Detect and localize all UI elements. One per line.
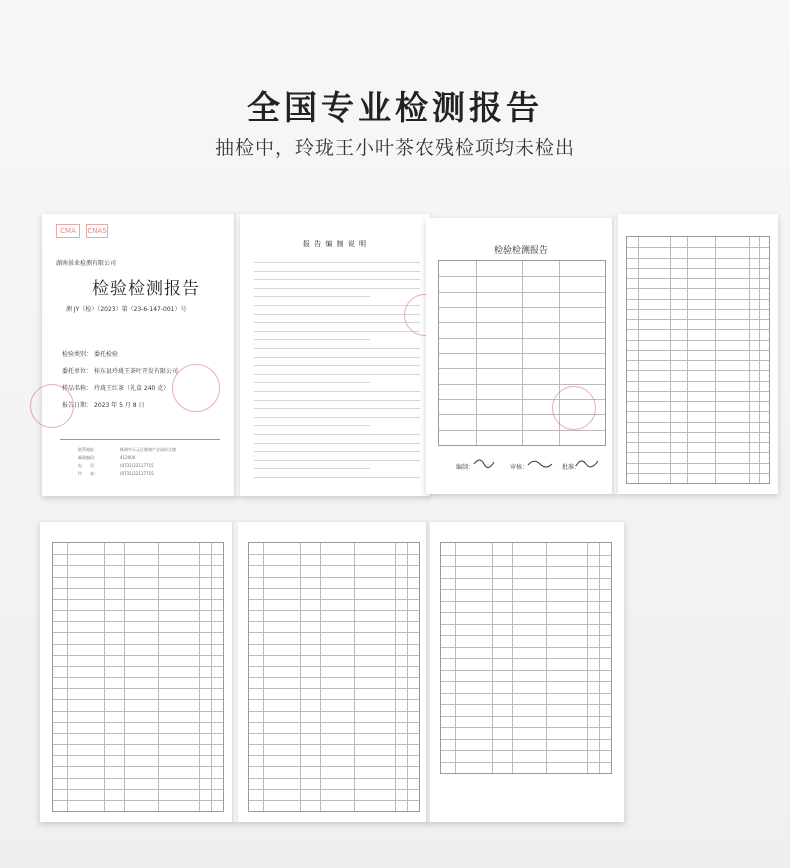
table-row-line: [627, 247, 769, 248]
table-column-line: [512, 543, 513, 773]
text-line: [254, 314, 420, 315]
table-row-line: [249, 699, 419, 700]
report-title: 检验检测报告: [92, 279, 200, 299]
table-row-line: [249, 565, 419, 566]
text-line: [254, 400, 420, 401]
table-row-line: [627, 432, 769, 433]
report-detail-page: [430, 522, 624, 822]
table-row-line: [249, 610, 419, 611]
cma-logo-icon: CMA: [56, 224, 80, 238]
table-row-line: [249, 800, 419, 801]
table-column-line: [354, 543, 355, 811]
table-column-line: [522, 261, 523, 445]
cover-field-sample: 样品名称： 玲珑王红茶（礼盒 240 克）: [62, 385, 170, 392]
table-row-line: [53, 722, 223, 723]
table-row-line: [249, 677, 419, 678]
table-row-line: [249, 711, 419, 712]
report-summary-page: [426, 218, 616, 494]
signer-compile: 编制：: [456, 464, 475, 471]
footer-fax: (0731)22117715: [120, 471, 154, 476]
table-row-line: [627, 350, 769, 351]
table-row-line: [627, 309, 769, 310]
footer-key: 联系地址：: [78, 447, 98, 452]
table-column-line: [300, 543, 301, 811]
detail-table: [626, 236, 770, 484]
table-column-line: [104, 543, 105, 811]
table-row-line: [53, 699, 223, 700]
table-row-line: [249, 588, 419, 589]
table-row-line: [627, 370, 769, 371]
table-column-line: [638, 237, 639, 483]
table-column-line: [687, 237, 688, 483]
text-line: [254, 331, 420, 332]
table-row-line: [249, 655, 419, 656]
cover-field-client: 委托单位： 桂东县玲珑王茶叶开发有限公司: [62, 368, 179, 375]
table-row-line: [627, 268, 769, 269]
text-line: [254, 443, 420, 444]
text-line: [254, 357, 420, 358]
table-column-line: [158, 543, 159, 811]
table-row-line: [249, 744, 419, 745]
footer-address: 株洲市天元区健康产业园综合楼: [120, 447, 176, 452]
text-line: [254, 262, 420, 263]
footer-key: 电 话：: [78, 463, 98, 468]
detail-table: [440, 542, 612, 774]
table-column-line: [395, 543, 396, 811]
table-column-line: [599, 543, 600, 773]
red-seal-stamp: [172, 364, 220, 412]
table-row-line: [627, 288, 769, 289]
table-column-line: [587, 543, 588, 773]
table-column-line: [124, 543, 125, 811]
table-row-line: [441, 704, 611, 705]
table-row-line: [53, 554, 223, 555]
page-subtitle: 抽检中，玲珑王小叶茶农残检项均未检出: [214, 137, 575, 159]
footer-key: 邮政编码：: [78, 455, 98, 460]
text-line: [254, 468, 370, 469]
table-row-line: [441, 566, 611, 567]
table-row-line: [441, 612, 611, 613]
table-row-line: [627, 360, 769, 361]
table-column-line: [759, 237, 760, 483]
detail-table: [248, 542, 420, 812]
table-row-line: [53, 599, 223, 600]
table-row-line: [53, 755, 223, 756]
table-row-line: [627, 442, 769, 443]
table-row-line: [627, 381, 769, 382]
table-row-line: [441, 670, 611, 671]
table-row-line: [53, 644, 223, 645]
table-row-line: [53, 610, 223, 611]
table-row-line: [441, 681, 611, 682]
table-row-line: [249, 766, 419, 767]
signer-approve: 批准：: [562, 464, 581, 471]
table-row-line: [627, 258, 769, 259]
text-line: [254, 408, 420, 409]
table-column-line: [320, 543, 321, 811]
text-line: [254, 417, 420, 418]
detail-table: [52, 542, 224, 812]
table-row-line: [627, 329, 769, 330]
table-row-line: [627, 340, 769, 341]
table-row-line: [53, 688, 223, 689]
table-row-line: [53, 766, 223, 767]
table-row-line: [441, 716, 611, 717]
text-line: [254, 460, 420, 461]
cover-field-date: 报告日期： 2023 年 5 月 8 日: [62, 402, 145, 409]
table-row-line: [249, 722, 419, 723]
text-line: [254, 305, 420, 306]
table-row-line: [249, 778, 419, 779]
table-row-line: [441, 762, 611, 763]
table-row-line: [627, 299, 769, 300]
table-row-line: [627, 391, 769, 392]
table-row-line: [627, 401, 769, 402]
table-column-line: [670, 237, 671, 483]
declaration-title: 报 告 编 制 说 明: [302, 240, 368, 248]
red-seal-stamp: [30, 384, 74, 428]
table-column-line: [67, 543, 68, 811]
cover-field-category: 检验类别： 委托检验: [62, 351, 119, 358]
table-row-line: [441, 555, 611, 556]
table-row-line: [441, 693, 611, 694]
summary-title: 检验检测报告: [493, 246, 548, 256]
signer-review: 审核：: [510, 464, 529, 471]
text-line: [254, 365, 420, 366]
table-row-line: [249, 577, 419, 578]
report-detail-page: [618, 214, 778, 494]
table-column-line: [492, 543, 493, 773]
table-row-line: [249, 733, 419, 734]
text-line: [254, 382, 370, 383]
text-line: [254, 279, 420, 280]
footer-key: 传 真：: [78, 471, 98, 476]
table-row-line: [249, 789, 419, 790]
table-row-line: [441, 589, 611, 590]
text-line: [254, 477, 420, 478]
report-detail-page: [238, 522, 430, 822]
table-row-line: [53, 711, 223, 712]
table-row-line: [627, 452, 769, 453]
text-line: [254, 434, 420, 435]
text-line: [254, 374, 420, 375]
table-row-line: [441, 601, 611, 602]
table-row-line: [627, 463, 769, 464]
table-column-line: [199, 543, 200, 811]
report-cover-page: [42, 214, 238, 496]
table-row-line: [627, 278, 769, 279]
handwritten-signatures: [472, 456, 602, 470]
table-row-line: [441, 750, 611, 751]
red-seal-stamp: [552, 386, 596, 430]
table-row-line: [441, 624, 611, 625]
table-column-line: [211, 543, 212, 811]
page-title: 全国专业检测报告: [247, 88, 543, 127]
table-row-line: [53, 632, 223, 633]
table-row-line: [53, 655, 223, 656]
table-row-line: [53, 565, 223, 566]
table-row-line: [53, 733, 223, 734]
table-row-line: [441, 727, 611, 728]
table-row-line: [53, 621, 223, 622]
table-row-line: [53, 577, 223, 578]
text-line: [254, 348, 420, 349]
cnas-logo-icon: CNAS: [86, 224, 108, 238]
table-row-line: [627, 473, 769, 474]
text-line: [254, 271, 420, 272]
text-line: [254, 339, 370, 340]
text-line: [254, 391, 420, 392]
table-row-line: [441, 578, 611, 579]
table-row-line: [249, 666, 419, 667]
divider: [60, 439, 220, 440]
table-row-line: [53, 789, 223, 790]
lab-name: 湖南景业检测有限公司: [56, 260, 117, 267]
table-row-line: [53, 666, 223, 667]
table-column-line: [263, 543, 264, 811]
table-column-line: [455, 543, 456, 773]
table-column-line: [546, 543, 547, 773]
table-row-line: [627, 411, 769, 412]
text-line: [254, 288, 420, 289]
text-line: [254, 425, 370, 426]
table-row-line: [441, 739, 611, 740]
table-column-line: [749, 237, 750, 483]
text-line: [254, 322, 420, 323]
table-row-line: [627, 319, 769, 320]
table-column-line: [407, 543, 408, 811]
table-row-line: [249, 755, 419, 756]
text-line: [254, 451, 420, 452]
report-number: 测 JY（检）（2023）第（23-6-147-001）号: [66, 306, 187, 313]
table-row-line: [53, 744, 223, 745]
table-column-line: [715, 237, 716, 483]
table-row-line: [53, 677, 223, 678]
report-detail-page: [40, 522, 236, 822]
table-row-line: [249, 599, 419, 600]
footer-postcode: 412000: [120, 455, 136, 460]
footer-phone: (0731)22117715: [120, 463, 154, 468]
text-line: [254, 296, 370, 297]
table-column-line: [476, 261, 477, 445]
table-row-line: [53, 800, 223, 801]
table-row-line: [249, 621, 419, 622]
table-row-line: [249, 632, 419, 633]
table-row-line: [627, 422, 769, 423]
table-row-line: [249, 554, 419, 555]
table-row-line: [441, 658, 611, 659]
table-row-line: [53, 778, 223, 779]
table-row-line: [249, 644, 419, 645]
table-row-line: [53, 588, 223, 589]
table-row-line: [441, 635, 611, 636]
table-row-line: [441, 647, 611, 648]
table-row-line: [249, 688, 419, 689]
report-declaration-page: [240, 214, 430, 496]
